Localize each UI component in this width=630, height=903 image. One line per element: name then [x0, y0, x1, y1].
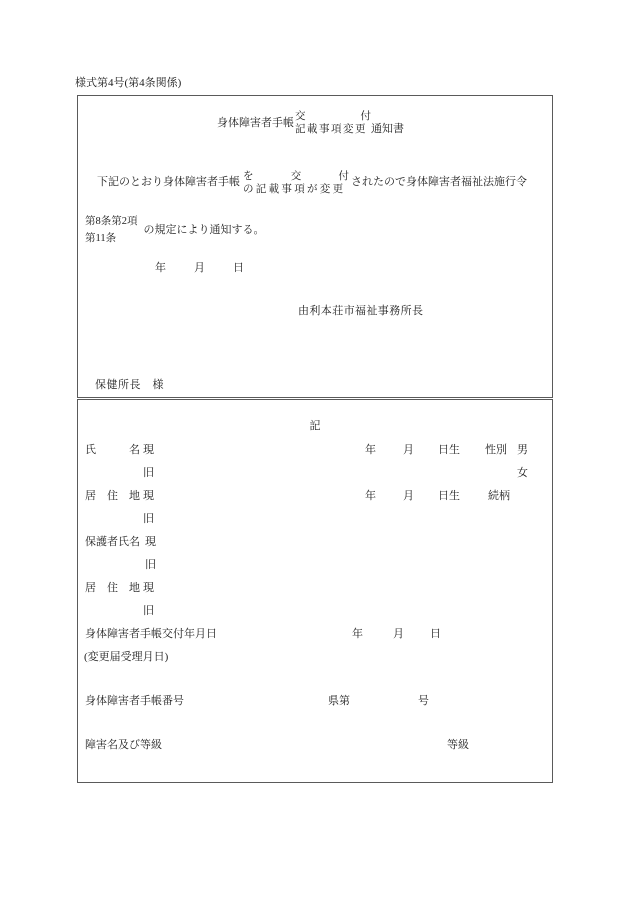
title-option-issue: 交 [295, 111, 306, 122]
name-label: 氏 名 [85, 444, 140, 456]
body-lead: 下記のとおり身体障害者手帳 [97, 176, 240, 188]
issue-year-label: 年 [352, 628, 363, 640]
body-option-change: の記載事項が変更 [243, 183, 346, 195]
title-option-top-line [295, 110, 371, 123]
notice-title [217, 109, 404, 137]
certificate-number-label: 身体障害者手帳番号 [85, 695, 184, 707]
disability-label: 障害名及び等級 [85, 739, 162, 751]
title-suffix: 通知書 [371, 123, 404, 135]
address-old-marker: 旧 [143, 513, 154, 525]
name-current-marker: 現 [143, 444, 154, 456]
body-option-kou: 交 [290, 170, 302, 182]
sex-female-option: 女 [517, 467, 528, 479]
body-option-fu: 付 [338, 170, 349, 182]
guardian-birth-year-label: 年 [365, 490, 376, 502]
guardian-birth-month-label: 月 [403, 490, 414, 502]
address-label: 居 住 地 [85, 490, 140, 502]
clause-stack [85, 213, 138, 247]
guardian-current-marker: 現 [145, 536, 156, 548]
guardian-birth-day-label: 日生 [438, 490, 460, 502]
address-current-marker: 現 [143, 490, 154, 502]
body-option-stack [243, 170, 349, 196]
sex-male-option: 男 [517, 444, 528, 456]
notice-date-line: 年 月 日 [155, 262, 246, 274]
birth-day-label: 日生 [438, 444, 460, 456]
title-option-stack [295, 110, 371, 136]
clause-tail: の規定により通知する。 [143, 223, 265, 236]
body-option-wo: を [243, 170, 254, 182]
title-option-change: 記載事項変更 [295, 124, 367, 135]
clause-article-11: 第11条 [85, 233, 117, 244]
birth-year-label: 年 [365, 444, 376, 456]
title-prefix: 身体障害者手帳 [217, 116, 294, 129]
issuer-name: 由利本荘市福祉事務所長 [298, 305, 424, 317]
sex-label: 性別 [485, 444, 507, 456]
addressee: 保健所長 様 [95, 379, 164, 391]
form-style-label: 様式第4号(第4条関係) [75, 77, 182, 89]
guardian-address-old-marker: 旧 [143, 605, 154, 617]
name-old-marker: 旧 [143, 467, 154, 479]
guardian-old-marker: 旧 [145, 559, 156, 571]
guardian-address-current-marker: 現 [143, 582, 154, 594]
issue-day-label: 日 [430, 628, 441, 640]
number-suffix: 号 [418, 695, 429, 707]
guardian-label: 保護者氏名 [85, 536, 140, 548]
pref-number-prefix: 県第 [328, 695, 350, 707]
issue-date-label: 身体障害者手帳交付年月日 [85, 628, 217, 640]
grade-label: 等級 [447, 739, 469, 751]
issue-month-label: 月 [393, 628, 404, 640]
relation-label: 続柄 [488, 490, 510, 502]
body-tail: されたので身体障害者福祉法施行令 [351, 176, 527, 188]
guardian-address-label: 居 住 地 [85, 582, 140, 594]
title-option-issue-2: 付 [360, 111, 371, 122]
record-heading: 記 [309, 420, 321, 432]
body-option-top-line [243, 170, 349, 183]
notice-clause-line [85, 213, 265, 247]
clause-article-8: 第8条第2項 [85, 216, 138, 227]
birth-month-label: 月 [403, 444, 414, 456]
notice-body-line [97, 167, 527, 198]
change-note-label: (変更届受理月日) [84, 651, 169, 663]
